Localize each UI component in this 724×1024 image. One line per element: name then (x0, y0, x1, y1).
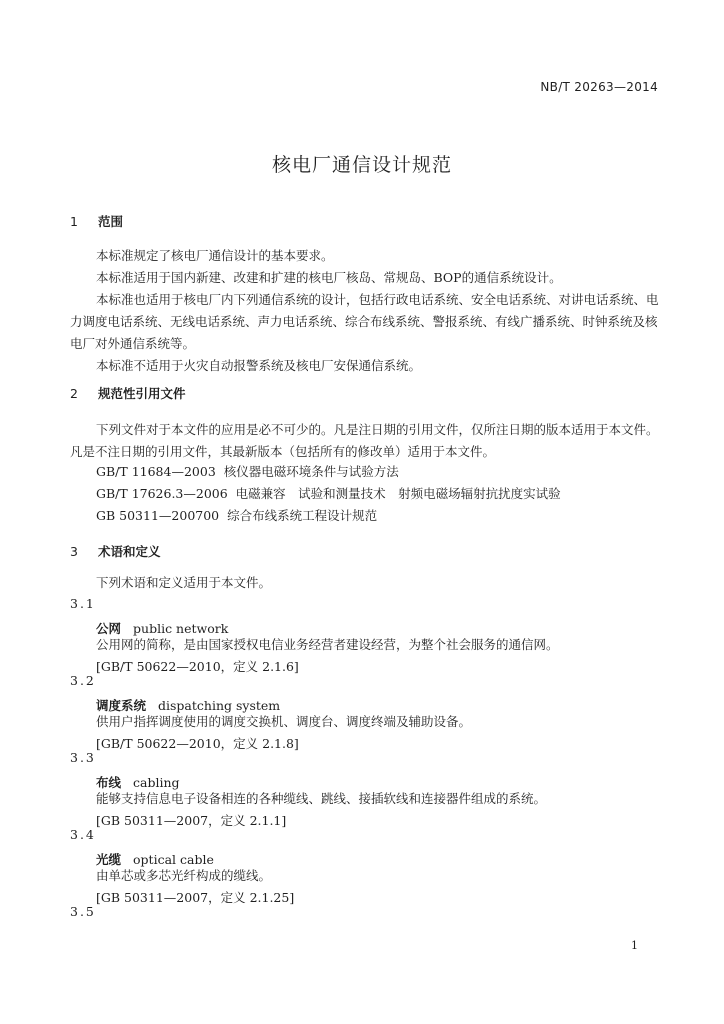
section-3-heading (70, 542, 161, 560)
term-source: [GB 50311—2007，定义 2.1.1] (96, 813, 287, 828)
section-title: 范围 (98, 214, 124, 229)
term-number: 3.1 (70, 596, 96, 611)
section-title: 术语和定义 (98, 544, 161, 559)
term-name: 光缆 (96, 852, 122, 867)
term-number: 3.2 (70, 673, 96, 688)
term-english: dispatching system (158, 698, 281, 713)
paragraph: 本标准也适用于核电厂内下列通信系统的设计，包括行政电话系统、安全电话系统、对讲电话系统、电力调度电话系统、无线电话系统、声力电话系统、综合布线系统、警报系统、有线广播系统、时钟系统及核电厂对外通信系统等。 (70, 292, 659, 351)
term-source: [GB/T 50622—2010，定义 2.1.6] (96, 659, 299, 674)
standard-number: NB/T 20263—2014 (540, 80, 658, 94)
reference-item (96, 484, 561, 502)
paragraph: 本标准规定了核电厂通信设计的基本要求。 (96, 248, 334, 263)
section-title: 规范性引用文件 (98, 386, 186, 401)
reference-item (96, 506, 377, 524)
reference-code: GB 50311—200700 (96, 508, 220, 523)
term-name: 布线 (96, 775, 122, 790)
term-definition: 供用户指挥调度使用的调度交换机、调度台、调度终端及辅助设备。 (96, 714, 472, 729)
term-number: 3.5 (70, 904, 96, 919)
paragraph: 下列文件对于本文件的应用是必不可少的。凡是注日期的引用文件，仅所注日期的版本适用于本文件。凡是不注日期的引用文件，其最新版本（包括所有的修改单）适用于本文件。 (70, 422, 659, 459)
section-1-body (70, 245, 660, 377)
reference-code: GB/T 11684—2003 (96, 464, 216, 479)
term-english: optical cable (133, 852, 214, 867)
term-english: cabling (133, 775, 180, 790)
section-2-heading (70, 384, 186, 402)
term-source: [GB/T 50622—2010，定义 2.1.8] (96, 736, 299, 751)
term-number: 3.3 (70, 750, 96, 765)
reference-item (96, 462, 399, 480)
paragraph: 本标准适用于国内新建、改建和扩建的核电厂核岛、常规岛、BOP的通信系统设计。 (96, 270, 562, 285)
term-english: public network (133, 621, 229, 636)
reference-code: GB/T 17626.3—2006 (96, 486, 228, 501)
reference-title: 核仪器电磁环境条件与试验方法 (223, 464, 399, 479)
section-number: 2 (70, 386, 78, 401)
section-number: 3 (70, 544, 78, 559)
term-name: 公网 (96, 621, 122, 636)
reference-title: 电磁兼容 试验和测量技术 射频电磁场辐射抗扰度实试验 (235, 486, 561, 501)
section-2-intro (70, 419, 660, 463)
reference-title: 综合布线系统工程设计规范 (227, 508, 378, 523)
term-number: 3.4 (70, 827, 96, 842)
term-definition: 能够支持信息电子设备相连的各种缆线、跳线、接插软线和连接器件组成的系统。 (96, 791, 547, 806)
page-number: 1 (631, 939, 638, 952)
term-name: 调度系统 (96, 698, 147, 713)
term-definition: 由单芯或多芯光纤构成的缆线。 (96, 868, 272, 883)
document-title: 核电厂通信设计规范 (271, 154, 452, 176)
section-3-intro: 下列术语和定义适用于本文件。 (96, 575, 272, 590)
term-definition: 公用网的简称，是由国家授权电信业务经营者建设经营，为整个社会服务的通信网。 (96, 637, 559, 652)
paragraph: 本标准不适用于火灾自动报警系统及核电厂安保通信系统。 (96, 358, 422, 373)
section-1-heading (70, 212, 123, 230)
term-source: [GB 50311—2007，定义 2.1.25] (96, 890, 295, 905)
section-number: 1 (70, 214, 78, 229)
